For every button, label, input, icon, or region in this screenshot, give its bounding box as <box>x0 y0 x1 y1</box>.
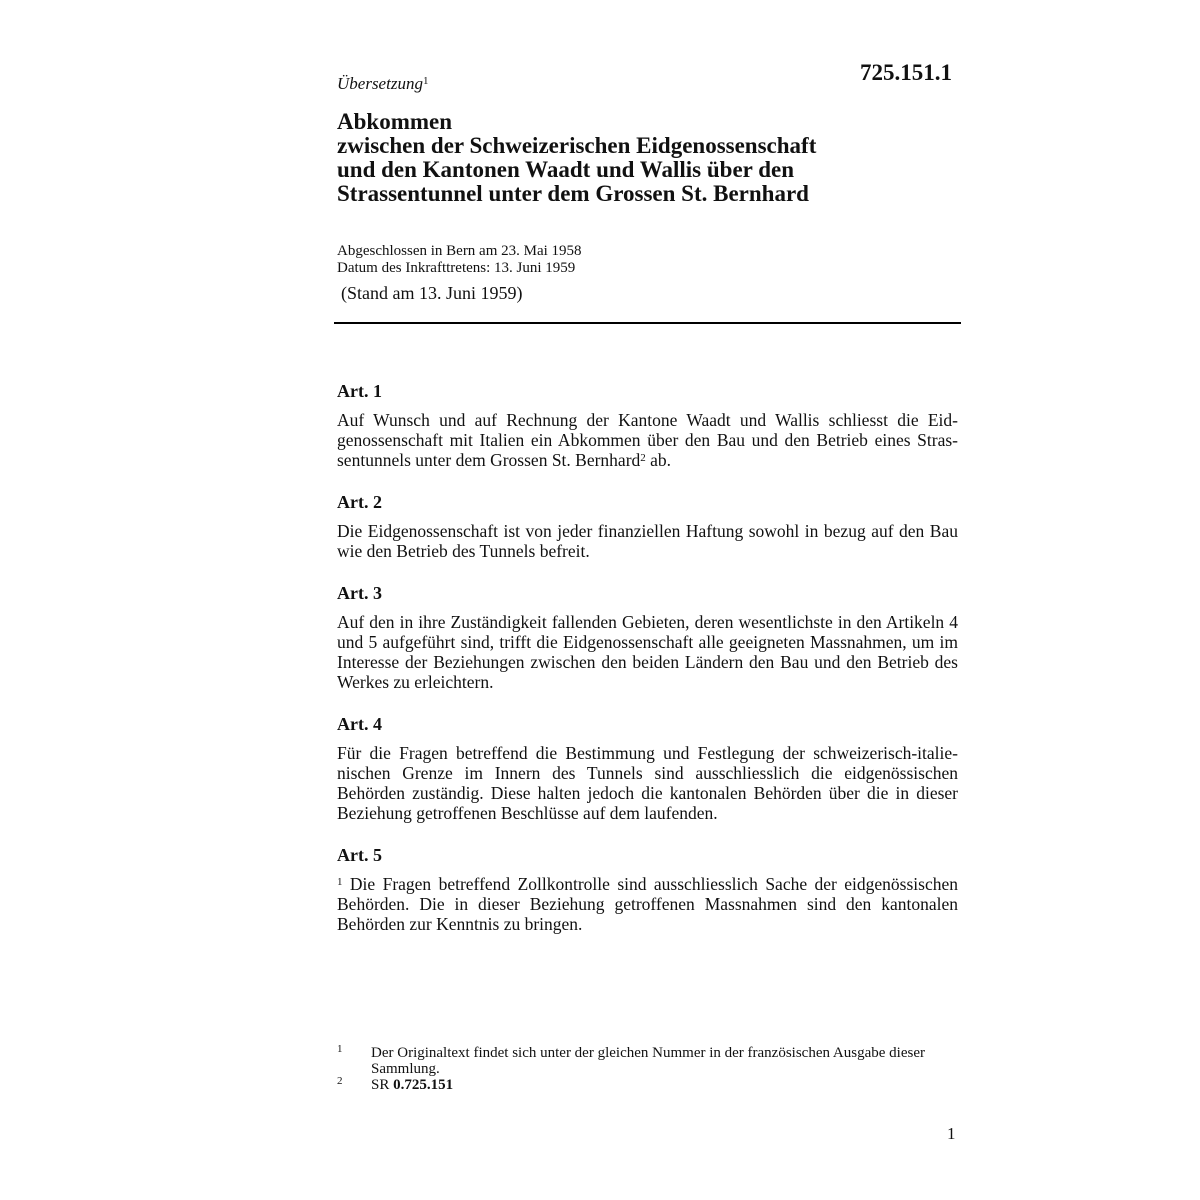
article-4 <box>337 713 958 823</box>
footnote-prefix: SR <box>371 1077 394 1093</box>
sr-number: 725.151.1 <box>860 60 952 85</box>
articles-section <box>337 380 958 955</box>
concluded-date: Abgeschlossen in Bern am 23. Mai 1958 <box>337 243 582 259</box>
footnote-sr-link[interactable]: 0.725.151 <box>393 1077 454 1093</box>
article-heading: Art. 1 <box>337 381 382 401</box>
status-date: (Stand am 13. Juni 1959) <box>341 283 523 303</box>
article-heading: Art. 3 <box>337 583 382 603</box>
article-2 <box>337 491 958 561</box>
article-heading: Art. 2 <box>337 492 382 512</box>
footnote-number: 2 <box>337 1075 343 1087</box>
paragraph-mark: 1 <box>337 876 343 888</box>
document-title <box>337 110 937 206</box>
title-line: und den Kantonen Waadt und Wallis über den <box>337 157 795 182</box>
article-1 <box>337 380 958 470</box>
article-text-part: Auf Wunsch und auf Rechnung der Kantone Waadt und Wallis schliesst die Eidgenossenschaft mit Italien ein Abkommen über den Bau und den Betrieb eines Strassentunnels unter dem Grossen St. Bernhard <box>337 410 958 470</box>
article-text-part: Die Fragen betreffend Zollkontrolle sind ausschliesslich Sache der eidgenössischen Behörden. Die in dieser Beziehung getroffenen Massnahmen sind den kantonalen Behörden zur Kenntnis zu bringen. <box>337 874 958 934</box>
header-divider <box>334 322 961 324</box>
article-text: Die Eidgenossenschaft ist von jeder finanziellen Haftung sowohl in bezug auf den Bau wie den Betrieb des Tunnels befreit. <box>337 521 958 561</box>
footnote-ref-1[interactable]: 1 <box>422 75 429 87</box>
article-text-part: ab. <box>645 450 672 470</box>
title-line: Abkommen <box>337 109 453 134</box>
footnote-2 <box>337 1077 958 1093</box>
page-number: 1 <box>947 1124 956 1143</box>
article-5 <box>337 844 958 934</box>
translation-label <box>337 74 428 94</box>
article-3 <box>337 582 958 692</box>
in-force-date: Datum des Inkrafttretens: 13. Juni 1959 <box>337 260 576 276</box>
title-line: zwischen der Schweizerischen Eidgenossenschaft <box>337 133 817 158</box>
article-heading: Art. 4 <box>337 714 382 734</box>
article-text <box>337 874 958 934</box>
translation-label-text: Übersetzung <box>337 74 423 93</box>
article-text: Für die Fragen betreffend die Bestimmung und Festlegung der schweizerisch-italienischen Grenze im Innern des Tunnels sind ausschliesslich die eidgenössischen Behörden zuständig. Diese halten jedoch die kantonalen Behörden über die in dieser Beziehung getroffenen Beschlüsse auf dem laufenden. <box>337 743 958 823</box>
document-meta <box>337 243 582 277</box>
article-text <box>337 410 958 470</box>
footnote-text: Der Originaltext findet sich unter der gleichen Nummer in der französischen Ausgabe dieser Sammlung. <box>371 1045 925 1077</box>
footnotes-section <box>337 1045 958 1093</box>
title-line: Strassentunnel unter dem Grossen St. Bernhard <box>337 181 809 206</box>
footnote-1 <box>337 1045 958 1077</box>
footnote-ref-2[interactable]: 2 <box>640 452 646 464</box>
footnote-number: 1 <box>337 1043 343 1055</box>
article-text: Auf den in ihre Zuständigkeit fallenden Gebieten, deren wesentlichste in den Artikeln 4 und 5 aufgeführt sind, trifft die Eidgenossenschaft alle geeigneten Massnahmen, um im Interesse der Beziehungen zwischen den beiden Ländern den Bau und den Betrieb des Werkes zu erleichtern. <box>337 612 958 692</box>
article-heading: Art. 5 <box>337 845 382 865</box>
